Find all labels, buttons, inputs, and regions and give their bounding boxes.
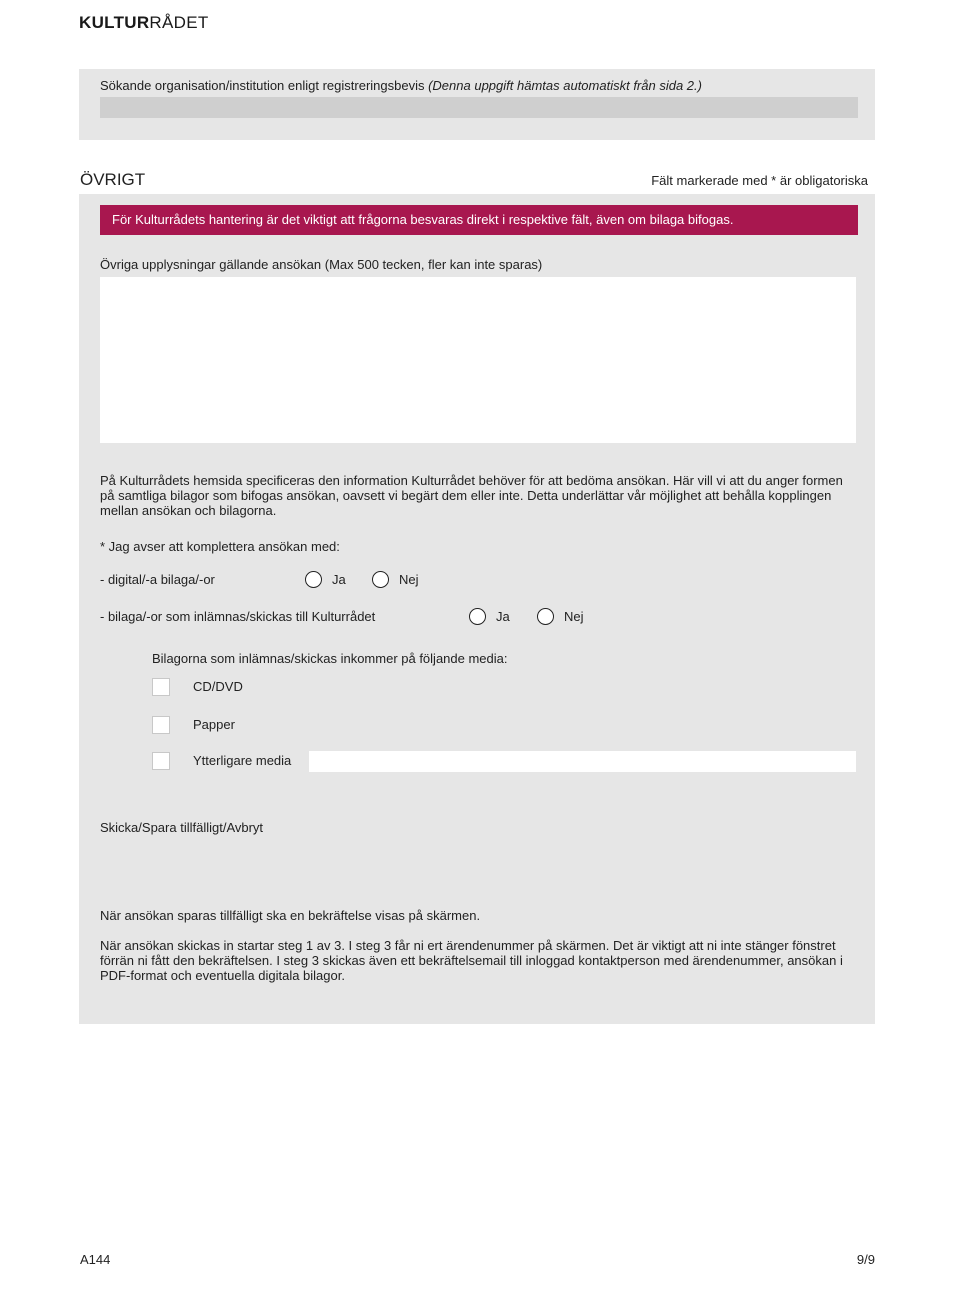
section-title: ÖVRIGT [80, 170, 146, 189]
digital-no-label: Nej [399, 572, 419, 587]
page-number: 9/9 [856, 1252, 875, 1267]
applicant-label-text: Sökande organisation/institution enligt registreringsbevis [100, 78, 429, 93]
physical-no-label: Nej [564, 609, 584, 624]
required-note: Fält markerade med * är obligatoriska [651, 173, 868, 188]
save-info: När ansökan sparas tillfälligt ska en bekräftelse visas på skärmen. [100, 908, 481, 923]
media-question: Bilagorna som inlämnas/skickas inkommer på följande media: [152, 651, 508, 666]
info-banner: För Kulturrådets hantering är det viktigt att frågorna besvaras direkt i respektive fält, även om bilaga bifogas. [100, 205, 858, 235]
physical-no-radio[interactable] [537, 608, 554, 625]
digital-no-radio[interactable] [372, 571, 389, 588]
cd-dvd-checkbox[interactable] [152, 678, 170, 696]
applicant-section [79, 69, 875, 140]
other-info-label: Övriga upplysningar gällande ansökan (Max 500 tecken, fler kan inte sparas) [100, 257, 543, 272]
applicant-field [100, 97, 858, 118]
cd-dvd-label: CD/DVD [193, 679, 243, 694]
digital-yes-label: Ja [332, 572, 346, 587]
physical-attachments-label: - bilaga/-or som inlämnas/skickas till Kulturrådet [100, 609, 376, 624]
physical-yes-label: Ja [496, 609, 510, 624]
logo-bold-text: KULTUR [79, 13, 150, 32]
form-code: A144 [80, 1252, 111, 1267]
attachments-info: På Kulturrådets hemsida specificeras den information Kulturrådet behöver för att bedöma ansökan. Här vill vi att du anger formen på samtliga bilagor som bifogas ansökan, oavsett vi begärt dem eller inte. Detta underlättar vår möjlighet att behålla kopplingen mellan ansökan och bilagorna. [100, 473, 843, 518]
applicant-label-note: (Denna uppgift hämtas automatiskt från sida 2.) [428, 78, 702, 93]
paper-label: Papper [193, 717, 235, 732]
ovrigt-section [79, 194, 875, 1024]
other-media-label: Ytterligare media [193, 753, 292, 768]
other-media-input[interactable] [309, 751, 856, 772]
digital-yes-radio[interactable] [305, 571, 322, 588]
logo-light-text: RÅDET [149, 13, 209, 32]
attachments-question: * Jag avser att komplettera ansökan med: [100, 539, 340, 554]
other-info-textarea[interactable] [100, 277, 856, 443]
submit-heading: Skicka/Spara tillfälligt/Avbryt [100, 820, 264, 835]
physical-yes-radio[interactable] [469, 608, 486, 625]
digital-attachments-label: - digital/-a bilaga/-or [100, 572, 215, 587]
other-media-checkbox[interactable] [152, 752, 170, 770]
applicant-label [100, 78, 702, 93]
send-info: När ansökan skickas in startar steg 1 av 3. I steg 3 får ni ert ärendenummer på skärmen. Det är viktigt att ni inte stänger fönstret förrän ni fått den bekräftelsen. I steg 3 skickas även ett bekräftelsemail till inloggad kontaktperson med ärendenummer, ansökan i PDF-format och eventuella digitala bilagor. [100, 938, 843, 983]
kulturradet-logo [79, 13, 209, 33]
paper-checkbox[interactable] [152, 716, 170, 734]
